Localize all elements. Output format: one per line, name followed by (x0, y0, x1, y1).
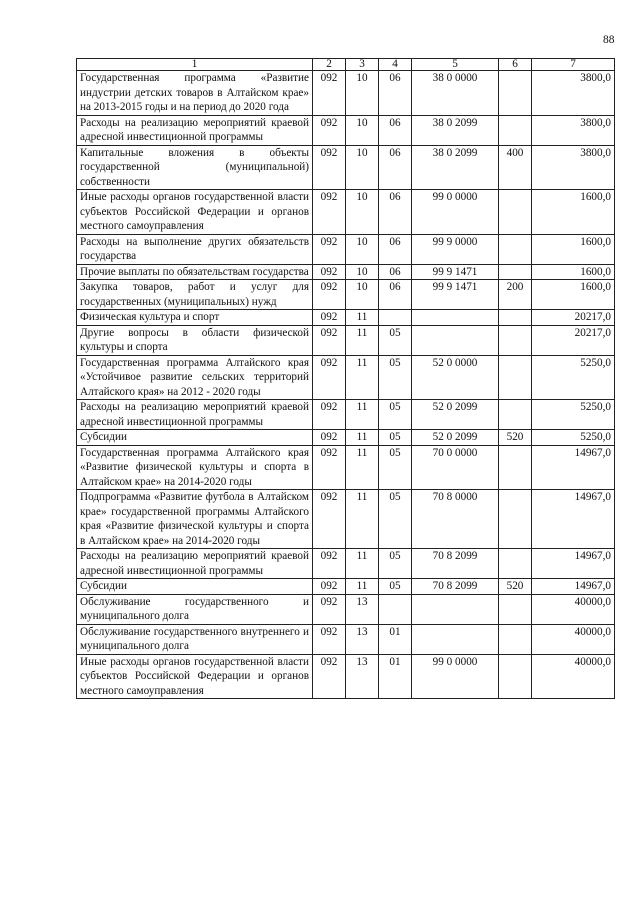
item-name-cell: Физическая культура и спорт (77, 310, 313, 326)
item-name-cell: Прочие выплаты по обязательствам государства (77, 264, 313, 280)
expense-type-code-cell: 520 (499, 430, 532, 446)
item-name-cell: Обслуживание государственного внутреннего и муниципального долга (77, 624, 313, 654)
section-code-cell: 11 (346, 400, 379, 430)
target-article-code-cell: 99 9 0000 (412, 234, 499, 264)
table-row (77, 355, 615, 400)
amount-cell: 14967,0 (532, 579, 615, 595)
item-name-cell: Обслуживание государственного и муниципального долга (77, 594, 313, 624)
subsection-code-cell (379, 594, 412, 624)
table-row (77, 579, 615, 595)
table-row (77, 624, 615, 654)
table-row (77, 71, 615, 116)
section-code-cell: 11 (346, 430, 379, 446)
target-article-code-cell: 70 8 0000 (412, 490, 499, 549)
ministry-code-cell: 092 (313, 310, 346, 326)
subsection-code-cell (379, 310, 412, 326)
target-article-code-cell: 99 9 1471 (412, 280, 499, 310)
ministry-code-cell: 092 (313, 594, 346, 624)
section-code-cell: 13 (346, 624, 379, 654)
item-name-cell: Закупка товаров, работ и услуг для государственных (муниципальных) нужд (77, 280, 313, 310)
expense-type-code-cell (499, 310, 532, 326)
target-article-code-cell (412, 325, 499, 355)
ministry-code-cell: 092 (313, 190, 346, 235)
subsection-code-cell: 06 (379, 145, 412, 190)
table-row (77, 445, 615, 490)
subsection-code-cell: 05 (379, 579, 412, 595)
expense-type-code-cell (499, 190, 532, 235)
column-header-6: 6 (499, 59, 532, 71)
amount-cell: 3800,0 (532, 115, 615, 145)
amount-cell: 20217,0 (532, 310, 615, 326)
target-article-code-cell (412, 310, 499, 326)
page-number: 88 (603, 34, 615, 46)
table-row (77, 430, 615, 446)
subsection-code-cell: 01 (379, 654, 412, 699)
ministry-code-cell: 092 (313, 325, 346, 355)
ministry-code-cell: 092 (313, 355, 346, 400)
subsection-code-cell: 06 (379, 190, 412, 235)
amount-cell: 1600,0 (532, 264, 615, 280)
section-code-cell: 11 (346, 549, 379, 579)
table-row (77, 654, 615, 699)
ministry-code-cell: 092 (313, 579, 346, 595)
section-code-cell: 11 (346, 490, 379, 549)
table-body (77, 71, 615, 699)
expense-type-code-cell (499, 325, 532, 355)
amount-cell: 5250,0 (532, 430, 615, 446)
section-code-cell: 10 (346, 264, 379, 280)
subsection-code-cell: 06 (379, 234, 412, 264)
section-code-cell: 11 (346, 325, 379, 355)
target-article-code-cell: 70 8 2099 (412, 549, 499, 579)
item-name-cell: Иные расходы органов государственной власти субъектов Российской Федерации и органов местного самоуправления (77, 190, 313, 235)
section-code-cell: 10 (346, 280, 379, 310)
amount-cell: 40000,0 (532, 594, 615, 624)
item-name-cell: Иные расходы органов государственной власти субъектов Российской Федерации и органов местного самоуправления (77, 654, 313, 699)
section-code-cell: 13 (346, 594, 379, 624)
ministry-code-cell: 092 (313, 430, 346, 446)
subsection-code-cell: 05 (379, 430, 412, 446)
target-article-code-cell: 99 9 1471 (412, 264, 499, 280)
item-name-cell: Субсидии (77, 430, 313, 446)
expense-type-code-cell (499, 445, 532, 490)
expense-type-code-cell (499, 115, 532, 145)
item-name-cell: Подпрограмма «Развитие футбола в Алтайском крае» государственной программы Алтайского края «Развитие физической культуры и спорта в Алтайском крае» на 2014-2020 годы (77, 490, 313, 549)
column-header-5: 5 (412, 59, 499, 71)
amount-cell: 20217,0 (532, 325, 615, 355)
item-name-cell: Государственная программа Алтайского края «Устойчивое развитие сельских территорий Алтайского края» на 2012 - 2020 годы (77, 355, 313, 400)
amount-cell: 5250,0 (532, 355, 615, 400)
target-article-code-cell: 52 0 2099 (412, 430, 499, 446)
amount-cell: 1600,0 (532, 234, 615, 264)
section-code-cell: 11 (346, 310, 379, 326)
expense-type-code-cell (499, 71, 532, 116)
target-article-code-cell: 70 8 2099 (412, 579, 499, 595)
amount-cell: 40000,0 (532, 624, 615, 654)
item-name-cell: Государственная программа Алтайского края «Развитие физической культуры и спорта в Алтайском крае» на 2014-2020 годы (77, 445, 313, 490)
target-article-code-cell (412, 624, 499, 654)
expense-type-code-cell (499, 594, 532, 624)
ministry-code-cell: 092 (313, 549, 346, 579)
expense-type-code-cell (499, 264, 532, 280)
table-row (77, 145, 615, 190)
ministry-code-cell: 092 (313, 654, 346, 699)
column-header-4: 4 (379, 59, 412, 71)
ministry-code-cell: 092 (313, 624, 346, 654)
amount-cell: 1600,0 (532, 280, 615, 310)
target-article-code-cell (412, 594, 499, 624)
section-code-cell: 10 (346, 145, 379, 190)
item-name-cell: Расходы на реализацию мероприятий краевой адресной инвестиционной программы (77, 400, 313, 430)
header-row (77, 59, 615, 71)
target-article-code-cell: 70 0 0000 (412, 445, 499, 490)
item-name-cell: Капитальные вложения в объекты государственной (муниципальной) собственности (77, 145, 313, 190)
ministry-code-cell: 092 (313, 264, 346, 280)
subsection-code-cell: 06 (379, 264, 412, 280)
amount-cell: 14967,0 (532, 490, 615, 549)
column-header-2: 2 (313, 59, 346, 71)
expense-type-code-cell: 400 (499, 145, 532, 190)
target-article-code-cell: 99 0 0000 (412, 654, 499, 699)
table-row (77, 549, 615, 579)
ministry-code-cell: 092 (313, 115, 346, 145)
item-name-cell: Другие вопросы в области физической культуры и спорта (77, 325, 313, 355)
subsection-code-cell: 05 (379, 445, 412, 490)
expense-type-code-cell (499, 654, 532, 699)
subsection-code-cell: 05 (379, 490, 412, 549)
subsection-code-cell: 06 (379, 280, 412, 310)
table-row (77, 490, 615, 549)
ministry-code-cell: 092 (313, 234, 346, 264)
item-name-cell: Расходы на реализацию мероприятий краевой адресной инвестиционной программы (77, 115, 313, 145)
subsection-code-cell: 06 (379, 71, 412, 116)
expense-type-code-cell (499, 234, 532, 264)
ministry-code-cell: 092 (313, 280, 346, 310)
subsection-code-cell: 05 (379, 355, 412, 400)
target-article-code-cell: 38 0 2099 (412, 145, 499, 190)
target-article-code-cell: 99 0 0000 (412, 190, 499, 235)
ministry-code-cell: 092 (313, 400, 346, 430)
section-code-cell: 10 (346, 190, 379, 235)
table-row (77, 594, 615, 624)
column-header-1: 1 (77, 59, 313, 71)
item-name-cell: Расходы на реализацию мероприятий краевой адресной инвестиционной программы (77, 549, 313, 579)
target-article-code-cell: 38 0 2099 (412, 115, 499, 145)
section-code-cell: 13 (346, 654, 379, 699)
section-code-cell: 10 (346, 71, 379, 116)
subsection-code-cell: 06 (379, 115, 412, 145)
subsection-code-cell: 05 (379, 549, 412, 579)
amount-cell: 3800,0 (532, 145, 615, 190)
item-name-cell: Государственная программа «Развитие индустрии детских товаров в Алтайском крае» на 2013-2015 годы и на период до 2020 года (77, 71, 313, 116)
table-row (77, 115, 615, 145)
subsection-code-cell: 01 (379, 624, 412, 654)
amount-cell: 3800,0 (532, 71, 615, 116)
target-article-code-cell: 38 0 0000 (412, 71, 499, 116)
expense-type-code-cell (499, 355, 532, 400)
table-row (77, 400, 615, 430)
expense-type-code-cell (499, 549, 532, 579)
item-name-cell: Субсидии (77, 579, 313, 595)
ministry-code-cell: 092 (313, 145, 346, 190)
table-row (77, 280, 615, 310)
column-header-7: 7 (532, 59, 615, 71)
section-code-cell: 11 (346, 355, 379, 400)
target-article-code-cell: 52 0 0000 (412, 355, 499, 400)
amount-cell: 14967,0 (532, 445, 615, 490)
table-row (77, 310, 615, 326)
section-code-cell: 10 (346, 115, 379, 145)
table-row (77, 264, 615, 280)
expense-type-code-cell: 520 (499, 579, 532, 595)
amount-cell: 14967,0 (532, 549, 615, 579)
column-header-3: 3 (346, 59, 379, 71)
table-row (77, 190, 615, 235)
expense-type-code-cell: 200 (499, 280, 532, 310)
section-code-cell: 10 (346, 234, 379, 264)
subsection-code-cell: 05 (379, 400, 412, 430)
table-row (77, 325, 615, 355)
amount-cell: 1600,0 (532, 190, 615, 235)
section-code-cell: 11 (346, 579, 379, 595)
ministry-code-cell: 092 (313, 445, 346, 490)
target-article-code-cell: 52 0 2099 (412, 400, 499, 430)
expense-type-code-cell (499, 400, 532, 430)
ministry-code-cell: 092 (313, 490, 346, 549)
amount-cell: 40000,0 (532, 654, 615, 699)
ministry-code-cell: 092 (313, 71, 346, 116)
section-code-cell: 11 (346, 445, 379, 490)
subsection-code-cell: 05 (379, 325, 412, 355)
expense-type-code-cell (499, 490, 532, 549)
table-row (77, 234, 615, 264)
amount-cell: 5250,0 (532, 400, 615, 430)
item-name-cell: Расходы на выполнение других обязательств государства (77, 234, 313, 264)
budget-table (76, 58, 615, 699)
expense-type-code-cell (499, 624, 532, 654)
